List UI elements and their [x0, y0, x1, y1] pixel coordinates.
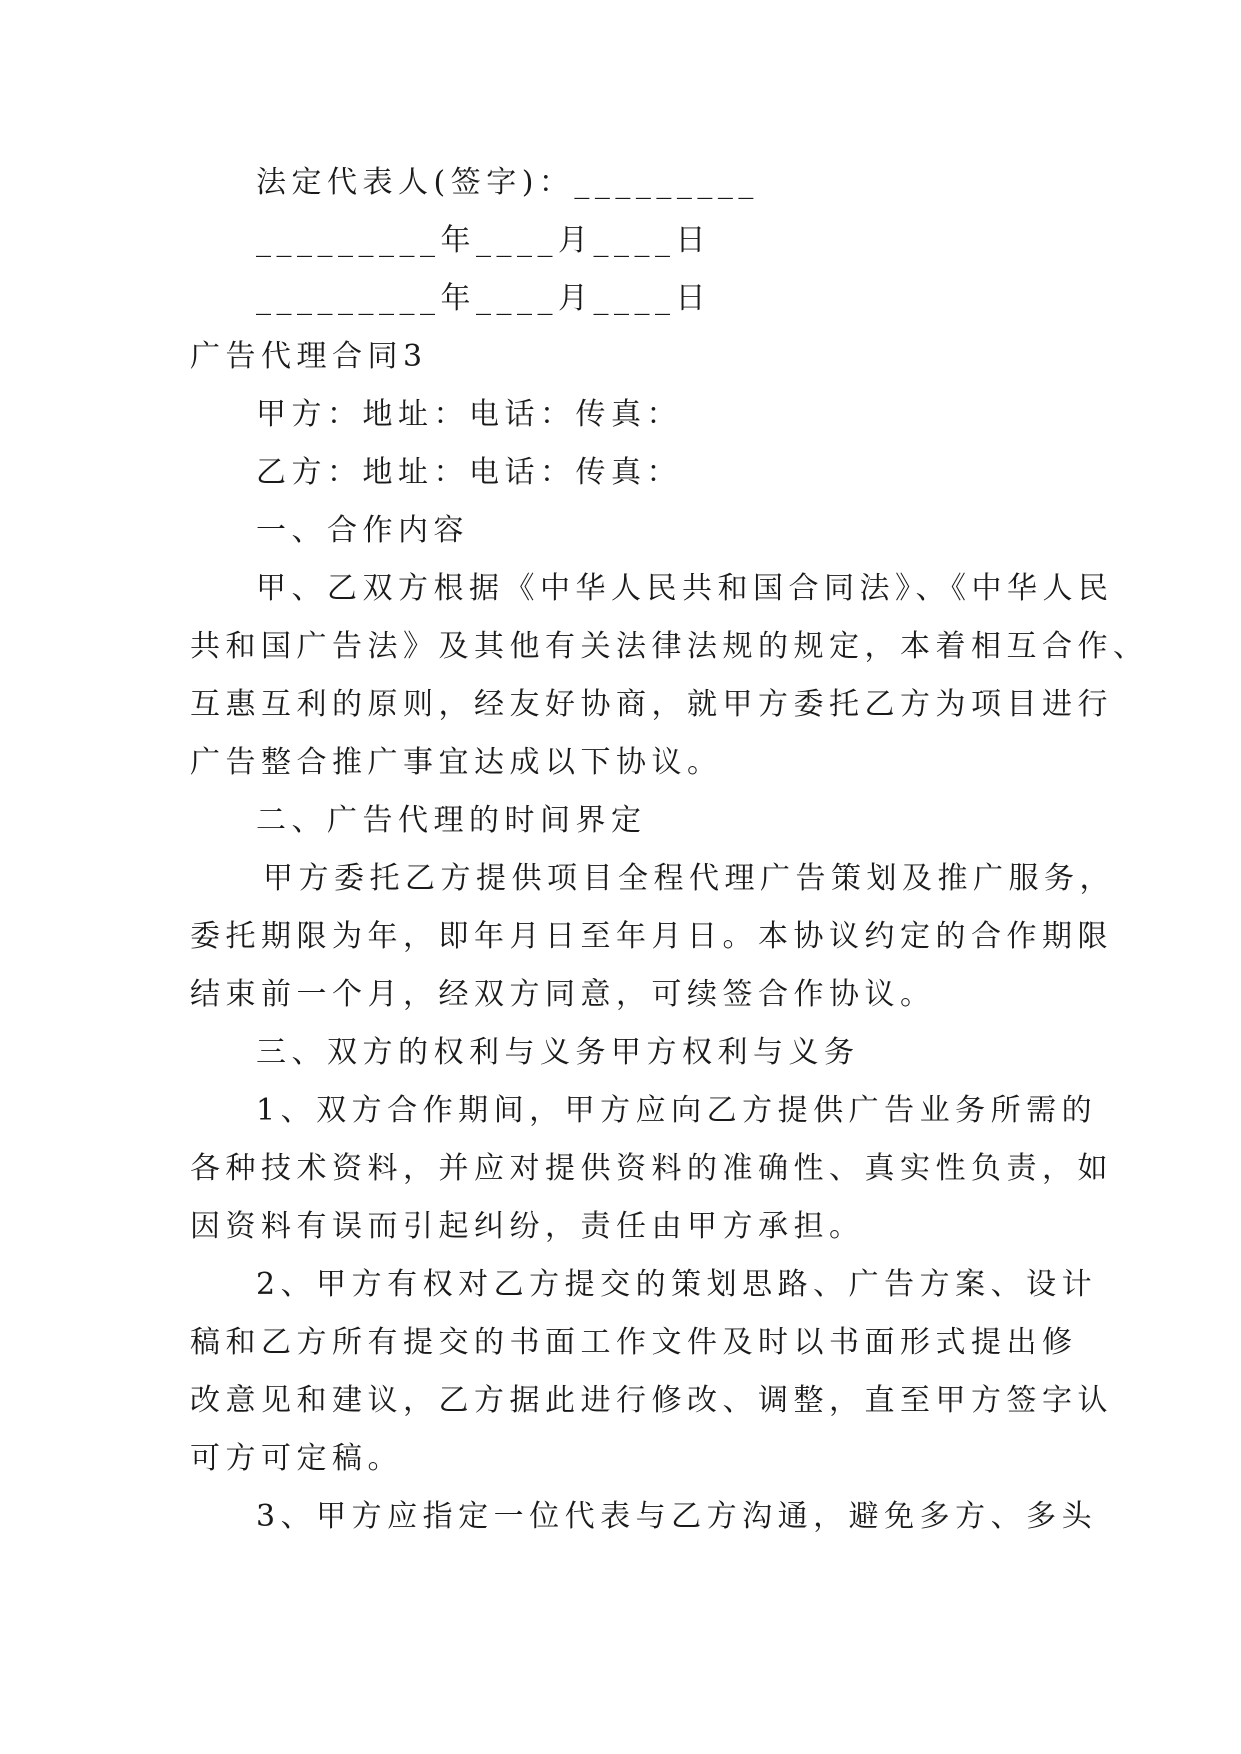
- paragraph-line: 稿和乙方所有提交的书面工作文件及时以书面形式提出修: [190, 1325, 1078, 1360]
- paragraph-line: 甲、乙双方根据《中华人民共和国合同法》、《中华人民: [256, 571, 1114, 606]
- section-heading: 三、双方的权利与义务甲方权利与义务: [256, 1035, 860, 1070]
- paragraph-line: 因资料有误而引起纠纷，责任由甲方承担。: [190, 1209, 865, 1244]
- paragraph-line: 各种技术资料，并应对提供资料的准确性、真实性负责，如: [190, 1151, 1113, 1186]
- date-line: _________年____月____日: [256, 281, 711, 316]
- section-heading: 二、广告代理的时间界定: [256, 803, 647, 838]
- paragraph-line: 可方可定稿。: [190, 1441, 403, 1476]
- paragraph-line: 互惠互利的原则，经友好协商，就甲方委托乙方为项目进行: [190, 687, 1113, 722]
- party-b-line: 乙方：地址：电话：传真：: [256, 455, 682, 490]
- paragraph-line: 1、双方合作期间，甲方应向乙方提供广告业务所需的: [256, 1093, 1098, 1128]
- party-a-line: 甲方：地址：电话：传真：: [256, 397, 682, 432]
- paragraph-line: 结束前一个月，经双方同意，可续签合作协议。: [190, 977, 936, 1012]
- paragraph-line: 2、甲方有权对乙方提交的策划思路、广告方案、设计: [256, 1267, 1098, 1302]
- paragraph-line: 甲方委托乙方提供项目全程代理广告策划及推广服务，: [263, 861, 1115, 896]
- date-line: _________年____月____日: [256, 223, 711, 258]
- paragraph-line: 3、甲方应指定一位代表与乙方沟通，避免多方、多头: [256, 1499, 1098, 1534]
- paragraph-line: 委托期限为年，即年月日至年月日。本协议约定的合作期限: [190, 919, 1113, 954]
- paragraph-line: 共和国广告法》及其他有关法律法规的规定，本着相互合作、: [190, 629, 1149, 664]
- paragraph-line: 广告整合推广事宜达成以下协议。: [190, 745, 723, 780]
- contract-title: 广告代理合同3: [190, 339, 428, 374]
- paragraph-line: 改意见和建议，乙方据此进行修改、调整，直至甲方签字认: [190, 1383, 1113, 1418]
- legal-rep-signature-line: 法定代表人(签字)：_________: [256, 165, 759, 200]
- section-heading: 一、合作内容: [256, 513, 469, 548]
